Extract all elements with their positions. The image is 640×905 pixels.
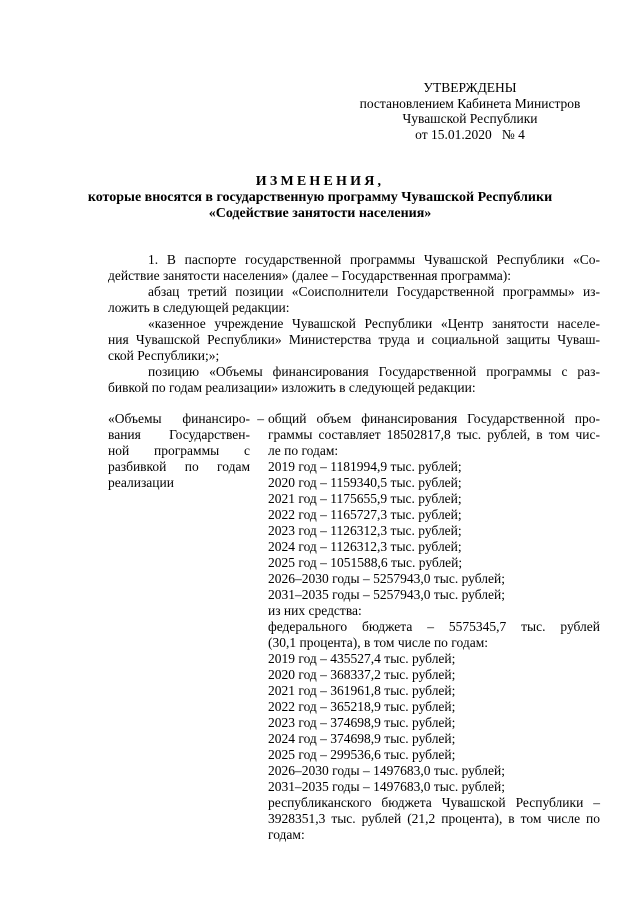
financing-value-line: граммы составляет 18502817,8 тыс. рублей, в том чис- [268, 427, 600, 442]
financing-value-line: 2031–2035 годы – 1497683,0 тыс. рублей; [268, 779, 505, 794]
financing-value-line: 2019 год – 1181994,9 тыс. рублей; [268, 459, 462, 474]
financing-label-line: разбивкой по годам [108, 459, 250, 474]
financing-value-line: 2026–2030 годы – 5257943,0 тыс. рублей; [268, 571, 505, 586]
approval-stamp [340, 80, 600, 142]
approval-date-number: от 15.01.2020 № 4 [415, 126, 525, 142]
financing-value-line: 2022 год – 1165727,3 тыс. рублей; [268, 507, 462, 522]
financing-value-line: (30,1 процента), в том числе по годам: [268, 635, 489, 650]
financing-value-line: 2024 год – 374698,9 тыс. рублей; [268, 731, 456, 746]
financing-value-line: 3928351,3 тыс. рублей (21,2 процента), в том числе по [268, 811, 600, 826]
financing-values-column [268, 411, 600, 843]
approval-issuer: постановлением Кабинета Министров [359, 95, 581, 111]
financing-label-line: ной программы с [108, 443, 250, 458]
financing-label-line: вания Государствен- [108, 427, 250, 442]
title-program-name: «Содействие занятости населения» [208, 206, 432, 221]
intro-paragraph-line: ложить в следующей редакции: [108, 300, 290, 315]
title-subtitle: которые вносятся в государственную программу Чувашской Республики [87, 190, 553, 205]
intro-paragraph-line: ния Чувашской Республики» Министерства труда и социальной защиты Чуваш- [108, 332, 600, 347]
financing-value-line: республиканского бюджета Чувашской Республики – [268, 795, 600, 810]
financing-value-line: ле по годам: [268, 443, 339, 458]
intro-paragraph-line: ской Республики;»; [108, 348, 220, 363]
financing-value-line: из них средства: [268, 603, 362, 618]
financing-value-line: 2020 год – 1159340,5 тыс. рублей; [268, 475, 462, 490]
financing-value-line: 2024 год – 1126312,3 тыс. рублей; [268, 539, 462, 554]
document-title [0, 174, 640, 222]
financing-value-line: 2019 год – 435527,4 тыс. рублей; [268, 651, 456, 666]
financing-value-line: 2023 год – 374698,9 тыс. рублей; [268, 715, 456, 730]
financing-label-line: «Объемы финансиро- [108, 411, 250, 426]
intro-paragraph-line: абзац третий позиции «Соисполнители Государственной программы» из- [148, 284, 600, 299]
intro-paragraph-line: «казенное учреждение Чувашской Республики «Центр занятости населе- [148, 316, 600, 331]
financing-dash: – [257, 411, 264, 426]
intro-paragraph-line: 1. В паспорте государственной программы Чувашской Республики «Со- [148, 252, 600, 267]
financing-value-line: 2031–2035 годы – 5257943,0 тыс. рублей; [268, 587, 505, 602]
financing-value-line: 2025 год – 1051588,6 тыс. рублей; [268, 555, 463, 570]
financing-value-line: 2025 год – 299536,6 тыс. рублей; [268, 747, 456, 762]
financing-value-line: 2021 год – 1175655,9 тыс. рублей; [268, 491, 462, 506]
financing-value-line: федерального бюджета – 5575345,7 тыс. рублей [268, 619, 600, 634]
financing-label-line: реализации [108, 475, 174, 490]
financing-value-line: годам: [268, 827, 305, 842]
intro-paragraph-line: действие занятости населения» (далее – Государственная программа): [108, 268, 512, 283]
intro-paragraph-line: бивкой по годам реализации» изложить в следующей редакции: [108, 380, 476, 395]
title-heading: ИЗМЕНЕНИЯ, [255, 174, 385, 189]
financing-value-line: 2021 год – 361961,8 тыс. рублей; [268, 683, 456, 698]
approval-region: Чувашской Республики [402, 111, 538, 126]
financing-value-line: 2022 год – 365218,9 тыс. рублей; [268, 699, 456, 714]
intro-text [108, 252, 600, 396]
financing-label-column [108, 411, 250, 491]
approval-heading: УТВЕРЖДЕНЫ [423, 80, 517, 95]
intro-paragraph-line: позицию «Объемы финансирования Государственной программы с раз- [148, 364, 600, 379]
financing-value-line: 2026–2030 годы – 1497683,0 тыс. рублей; [268, 763, 505, 778]
financing-value-line: общий объем финансирования Государственной про- [268, 411, 600, 426]
financing-value-line: 2020 год – 368337,2 тыс. рублей; [268, 667, 456, 682]
financing-value-line: 2023 год – 1126312,3 тыс. рублей; [268, 523, 462, 538]
